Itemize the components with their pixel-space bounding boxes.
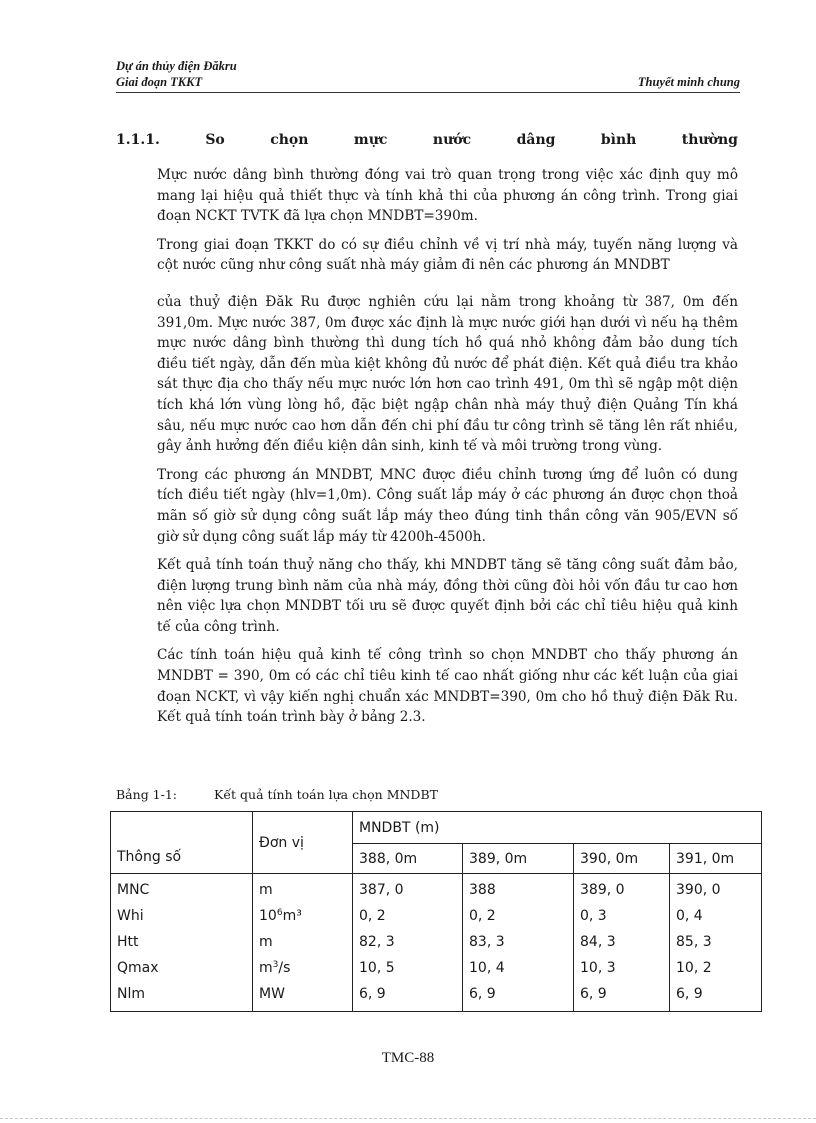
cell-value: 387, 0 [353,874,463,904]
cell-value: 82, 3 [353,929,463,955]
cell-value: 0, 4 [670,903,762,929]
header-doc-type: Thuyết minh chung [637,75,740,89]
page-header [116,58,740,90]
cell-unit: $10^6m^3$ [253,903,353,929]
cell-unit: MW [253,981,353,1012]
cell-value: 85, 3 [670,929,762,955]
header-project: Dự án thủy điện Đăkru [116,59,237,73]
table-row [111,955,762,981]
table-row [111,929,762,955]
header-unit: Đơn vị [253,812,353,874]
cell-value: 84, 3 [574,929,670,955]
header-phase: Giai đoạn TKKT [116,75,203,89]
cell-value: 6, 9 [670,981,762,1012]
paragraph: Kết quả tính toán thuỷ năng cho thấy, khi MNDBT tăng sẽ tăng công suất đảm bảo, điện lượng trung bình năm của nhà máy, đồng thời cũng đòi hỏi vốn đầu tư cao hơn nên việc lựa chọn MNDBT tối ưu sẽ được quyết định bởi các chỉ tiêu hiệu quả kinh tế của công trình. [157,557,738,635]
heading-word: mực [353,132,388,148]
cell-param: Qmax [111,955,253,981]
header-option: 390, 0m [574,844,670,874]
cell-param: Nlm [111,981,253,1012]
cell-param: Whi [111,903,253,929]
page-footer [0,1050,816,1067]
header-option: 391, 0m [670,844,762,874]
table-row [111,903,762,929]
paragraph: Các tính toán hiệu quả kinh tế công trình so chọn MNDBT cho thấy phương án MNDBT = 390, 0m có các chỉ tiêu kinh tế cao nhất giống như các kết luận của giai đoạn NCKT, vì vậy kiến nghị chuẩn xác MNDBT=390, 0m cho hồ thuỷ điện Đăk Ru. Kết quả tính toán trình bày ở bảng 2.3. [157,647,738,726]
table-caption [116,787,438,802]
header-rule [116,92,740,93]
heading-word: chọn [270,132,309,148]
header-option: 389, 0m [463,844,574,874]
paragraph: Trong các phương án MNDBT, MNC được điều chỉnh tương ứng để luôn có dung tích điều tiết ngày (hlv=1,0m). Công suất lắp máy ở các phương án được chọn thoả mãn số giờ sử dụng công suất lắp máy theo đúng tinh thần công văn 905/EVN số giờ sử dụng công suất lắp máy từ 4200h-4500h. [157,466,738,545]
table-caption-number: Bảng 1-1: [116,787,178,802]
cell-value: 0, 3 [574,903,670,929]
paragraph: của thuỷ điện Đăk Ru được nghiên cứu lại nằm trong khoảng từ 387, 0m đến 391,0m. Mực nước 387, 0m được xác định là mực nước giới hạn dưới vì nếu hạ thêm mực nước dâng bình thường thì dung tích hồ quá nhỏ không đảm bảo dung tích điều tiết ngày, dẫn đến mùa kiệt không đủ nước để phát điện. Kết quả điều tra khảo sát thực địa cho thấy nếu mực nước lớn hơn cao trình 491, 0m thì sẽ ngập một diện tích khá lớn vùng lòng hồ, đặc biệt ngập chân nhà máy thuỷ điện Quảng Tín khá sâu, nếu mực nước cao hơn dẫn đến chi phí đầu tư công trình sẽ tăng lên rất nhiều, gây ảnh hưởng đến điều kiện dân sinh, kinh tế và môi trường trong vùng. [157,293,738,455]
cell-param: MNC [111,874,253,904]
cell-value: 10, 5 [353,955,463,981]
page-edge [0,1118,816,1119]
heading-word: nước [432,132,472,148]
cell-value: 6, 9 [353,981,463,1012]
cell-value: 83, 3 [463,929,574,955]
cell-value: 6, 9 [463,981,574,1012]
header-mndbt-group: MNDBT (m) [353,812,762,844]
cell-value: 10, 2 [670,955,762,981]
cell-value: 0, 2 [353,903,463,929]
cell-value: 6, 9 [574,981,670,1012]
page-label: TMC-88 [381,1050,435,1066]
header-option: 388, 0m [353,844,463,874]
heading-word: dâng [516,132,556,148]
paragraph: Mực nước dâng bình thường đóng vai trò quan trọng trong việc xác định quy mô mang lại hiệu quả thiết thực và tính khả thi của phương án công trình. Trong giai đoạn NCKT TVTK đã lựa chọn MNDBT=390m. [157,167,738,225]
cell-unit: $m^3/s$ [253,955,353,981]
cell-value: 389, 0 [574,874,670,904]
table-caption-text: Kết quả tính toán lựa chọn MNDBT [214,787,438,802]
heading-word: So [205,132,225,148]
cell-value: 10, 4 [463,955,574,981]
cell-param: Htt [111,929,253,955]
section-number: 1.1.1. [116,132,160,148]
results-table [110,811,762,1012]
heading-word: thường [681,132,738,148]
table-row [111,874,762,904]
body-text [157,165,738,736]
cell-value: 390, 0 [670,874,762,904]
cell-value: 388 [463,874,574,904]
cell-unit: m [253,929,353,955]
table-header-row [111,812,762,844]
section-heading [116,132,738,148]
cell-value: 10, 3 [574,955,670,981]
cell-unit: m [253,874,353,904]
header-param: Thông số [111,812,253,874]
cell-value: 0, 2 [463,903,574,929]
paragraph: Trong giai đoạn TKKT do có sự điều chỉnh về vị trí nhà máy, tuyến năng lượng và cột nước cũng như công suất nhà máy giảm đi nên các phương án MNDBT [157,236,738,274]
table-row [111,981,762,1012]
heading-word: bình [600,132,637,148]
